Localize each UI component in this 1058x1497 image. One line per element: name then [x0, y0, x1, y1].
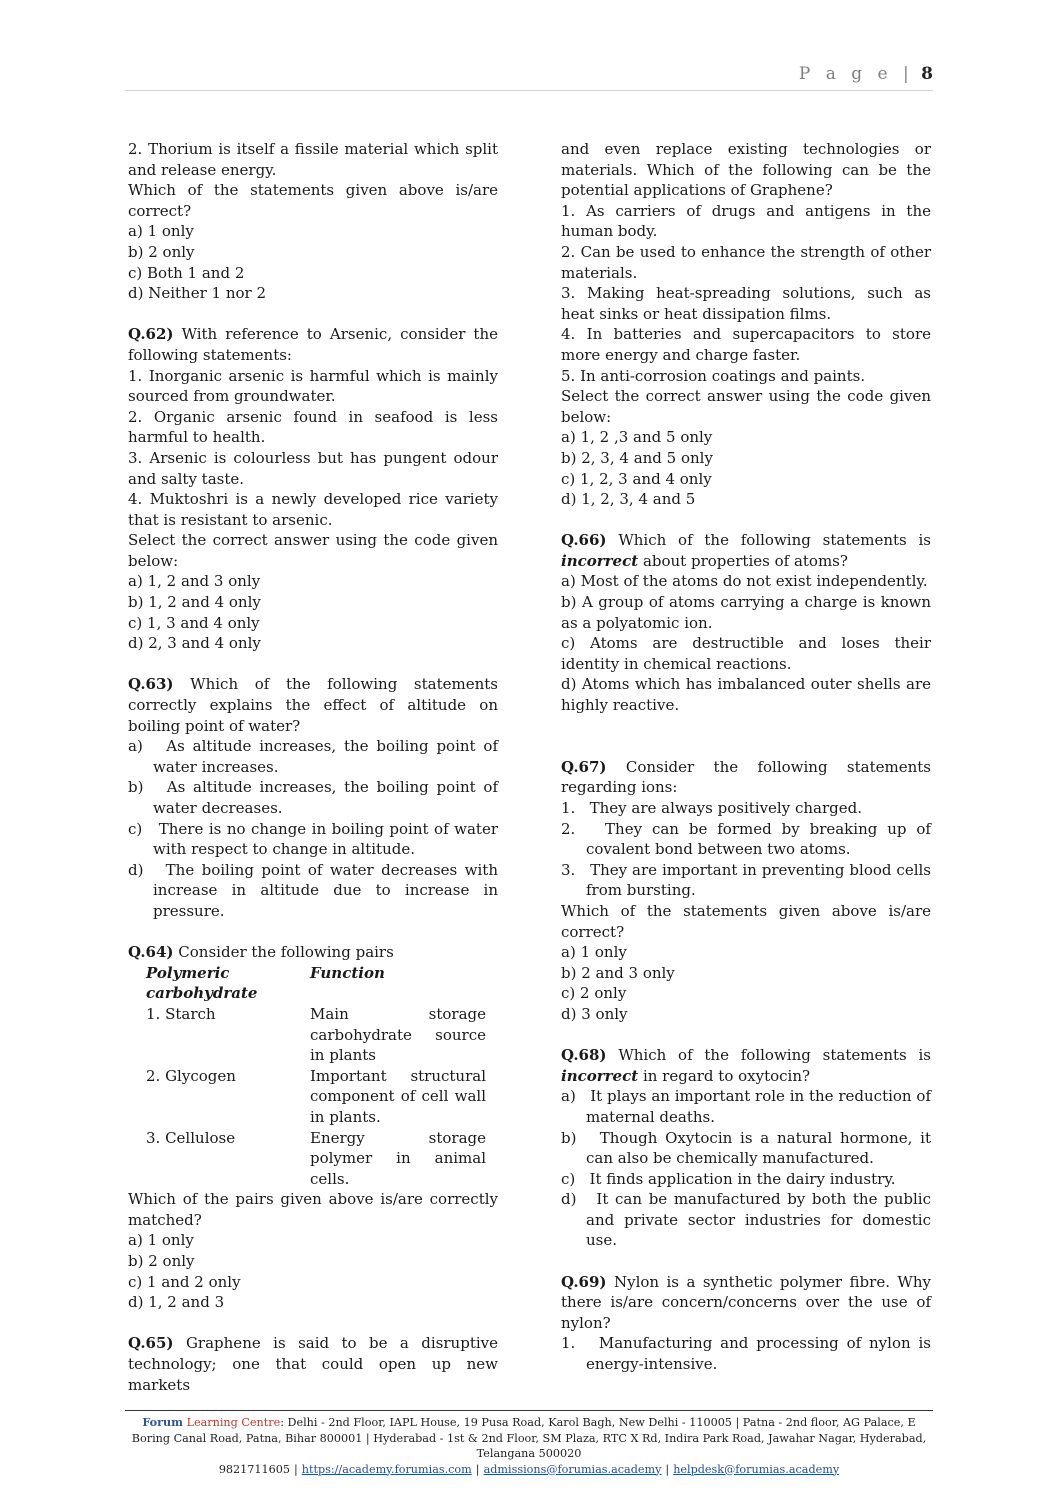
table-cell: 2. Glycogen: [146, 1066, 236, 1085]
footer-helpdesk-email-link[interactable]: helpdesk@forumias.academy: [673, 1462, 840, 1476]
page-header: [125, 64, 933, 91]
q66-option: a) Most of the atoms do not exist independently.: [561, 572, 928, 591]
q63-number: Q.63): [128, 675, 174, 694]
left-column: [128, 139, 498, 1395]
q62-option: a) 1, 2 and 3 only: [128, 572, 261, 591]
page-number: P a g e | 8: [798, 64, 933, 84]
q64-pairs-table: [146, 963, 486, 1190]
q67-number: Q.67): [561, 757, 607, 776]
q65-option: d) 1, 2, 3, 4 and 5: [561, 490, 696, 509]
q64-option: a) 1 only: [128, 1231, 194, 1250]
q67-option: d) 3 only: [561, 1004, 628, 1023]
table-header-row: [146, 963, 486, 1004]
table-cell: Main storage carbohydrate source in plants: [310, 1004, 486, 1065]
q68-question: Q.68) Which of the following statements is incorrect in regard to oxytocin?: [561, 1046, 931, 1085]
q64-question: Q.64) Consider the following pairs: [128, 943, 394, 962]
q61-option: a) 1 only: [128, 222, 194, 241]
q65-statement: 3. Making heat-spreading solutions, such as heat sinks or heat dissipation films.: [561, 284, 931, 323]
q67-statement: 1. They are always positively charged.: [561, 799, 862, 817]
q66-number: Q.66): [561, 531, 607, 550]
q61-statement: 2. Thorium is itself a fissile material which split and release energy.: [128, 140, 498, 179]
q61-option: b) 2 only: [128, 242, 195, 261]
table-row: [146, 1004, 486, 1066]
q66-option: b) A group of atoms carrying a charge is known as a polyatomic ion.: [561, 593, 931, 632]
q66-option: c) Atoms are destructible and loses their identity in chemical reactions.: [561, 634, 931, 673]
q65-number: Q.65): [128, 1334, 174, 1353]
q64-number: Q.64): [128, 943, 174, 962]
q65-option: c) 1, 2, 3 and 4 only: [561, 469, 712, 488]
q61-option: d) Neither 1 nor 2: [128, 284, 267, 303]
table-cell: Important structural component of cell wall in plants.: [310, 1066, 486, 1126]
q65-statement: 2. Can be used to enhance the strength of other materials.: [561, 242, 931, 282]
q67-question: Q.67) Consider the following statements regarding ions:: [561, 757, 931, 797]
right-column: [561, 139, 931, 1375]
q65-option: a) 1, 2 ,3 and 5 only: [561, 428, 713, 447]
q64-prompt: Which of the pairs given above is/are correctly matched?: [128, 1190, 498, 1229]
q65-question: Q.65) Graphene is said to be a disruptive technology; one that could open up new markets: [128, 1334, 498, 1394]
q64-option: b) 2 only: [128, 1252, 195, 1271]
column-header: Polymeric carbohydrate: [146, 963, 258, 1003]
footer-phone: 9821711605: [218, 1462, 290, 1476]
q65-statement: 5. In anti-corrosion coatings and paints.: [561, 366, 866, 385]
q69-number: Q.69): [561, 1272, 607, 1291]
q69-question: Q.69) Nylon is a synthetic polymer fibre. Why there is/are concern/concerns over the use of nylon?: [561, 1272, 931, 1332]
table-cell: 1. Starch: [146, 1004, 216, 1023]
brand-forum: Forum: [142, 1415, 183, 1429]
q68-option: d) It can be manufactured by both the public and private sector industries for domestic use.: [561, 1190, 931, 1250]
q62-option: c) 1, 3 and 4 only: [128, 613, 260, 632]
q65-statement: 1. As carriers of drugs and antigens in the human body.: [561, 201, 931, 241]
emphasis-incorrect: incorrect: [561, 551, 639, 570]
q61-prompt: Which of the statements given above is/are correct?: [128, 181, 498, 220]
q62-number: Q.62): [128, 325, 174, 344]
q63-option: b) As altitude increases, the boiling point of water decreases.: [128, 778, 498, 817]
table-cell: 3. Cellulose: [146, 1128, 236, 1147]
q66-option: d) Atoms which has imbalanced outer shells are highly reactive.: [561, 675, 931, 715]
brand-learning-centre: Learning Centre: [186, 1416, 281, 1429]
page-footer: [125, 1410, 933, 1477]
q61-option: c) Both 1 and 2: [128, 263, 245, 282]
q63-option: a) As altitude increases, the boiling point of water increases.: [128, 737, 498, 776]
q67-option: c) 2 only: [561, 984, 627, 1003]
q67-prompt: Which of the statements given above is/are correct?: [561, 901, 931, 941]
q67-statement: 3. They are important in preventing blood cells from bursting.: [561, 860, 931, 900]
q62-statement: 4. Muktoshri is a newly developed rice variety that is resistant to arsenic.: [128, 490, 498, 529]
q67-option: b) 2 and 3 only: [561, 963, 675, 982]
footer-admissions-email-link[interactable]: admissions@forumias.academy: [483, 1462, 662, 1476]
q62-question: Q.62) With reference to Arsenic, consider the following statements:: [128, 325, 498, 364]
column-header: Function: [310, 963, 385, 982]
footer-address: Forum Learning Centre: Delhi - 2nd Floor, IAPL House, 19 Pusa Road, Karol Bagh, New Delhi - 110005 | Patna - 2nd floor, AG Palace, E Boring Canal Road, Patna, Bihar 800001 | Hyderabad - 1st & 2nd Floor, SM Plaza, RTC X Rd, Indira Park Road, Jawahar Nagar, Hyderabad, Telangana 500020: [131, 1415, 927, 1460]
q63-option: d) The boiling point of water decreases with increase in altitude due to increase in pressure.: [128, 860, 498, 920]
q63-option: c) There is no change in boiling point of water with respect to change in altitude.: [128, 819, 498, 859]
q65-prompt: Select the correct answer using the code given below:: [561, 387, 931, 426]
footer-contacts: 9821711605 | https://academy.forumias.com | admissions@forumias.academy | helpdesk@forumias.academy: [218, 1462, 840, 1476]
table-row: [146, 1128, 486, 1190]
q65-option: b) 2, 3, 4 and 5 only: [561, 448, 713, 467]
q63-question: Q.63) Which of the following statements correctly explains the effect of altitude on boiling point of water?: [128, 675, 498, 735]
emphasis-incorrect: incorrect: [561, 1066, 639, 1085]
q65-statement: 4. In batteries and supercapacitors to store more energy and charge faster.: [561, 325, 931, 364]
q64-option: c) 1 and 2 only: [128, 1272, 241, 1291]
q62-option: b) 1, 2 and 4 only: [128, 593, 261, 612]
q68-option: b) Though Oxytocin is a natural hormone, it can also be chemically manufactured.: [561, 1128, 931, 1168]
q67-option: a) 1 only: [561, 943, 627, 962]
q62-statement: 3. Arsenic is colourless but has pungent odour and salty taste.: [128, 448, 498, 488]
q67-statement: 2. They can be formed by breaking up of covalent bond between two atoms.: [561, 819, 931, 859]
table-row: [146, 1066, 486, 1128]
table-cell: Energy storage polymer in animal cells.: [310, 1128, 486, 1188]
q64-option: d) 1, 2 and 3: [128, 1293, 225, 1312]
q68-number: Q.68): [561, 1046, 607, 1065]
q62-prompt: Select the correct answer using the code given below:: [128, 531, 498, 570]
q69-statement: 1. Manufacturing and processing of nylon is energy-intensive.: [561, 1334, 931, 1374]
q66-question: Q.66) Which of the following statements is incorrect about properties of atoms?: [561, 531, 931, 570]
q62-option: d) 2, 3 and 4 only: [128, 634, 261, 653]
q65-question-continued: and even replace existing technologies or materials. Which of the following can be the potential applications of Graphene?: [561, 140, 931, 200]
q68-option: a) It plays an important role in the reduction of maternal deaths.: [561, 1087, 931, 1126]
footer-website-link[interactable]: https://academy.forumias.com: [301, 1462, 472, 1476]
q62-statement: 1. Inorganic arsenic is harmful which is mainly sourced from groundwater.: [128, 366, 498, 406]
q68-option: c) It finds application in the dairy industry.: [561, 1169, 896, 1188]
q62-statement: 2. Organic arsenic found in seafood is less harmful to health.: [128, 407, 498, 447]
